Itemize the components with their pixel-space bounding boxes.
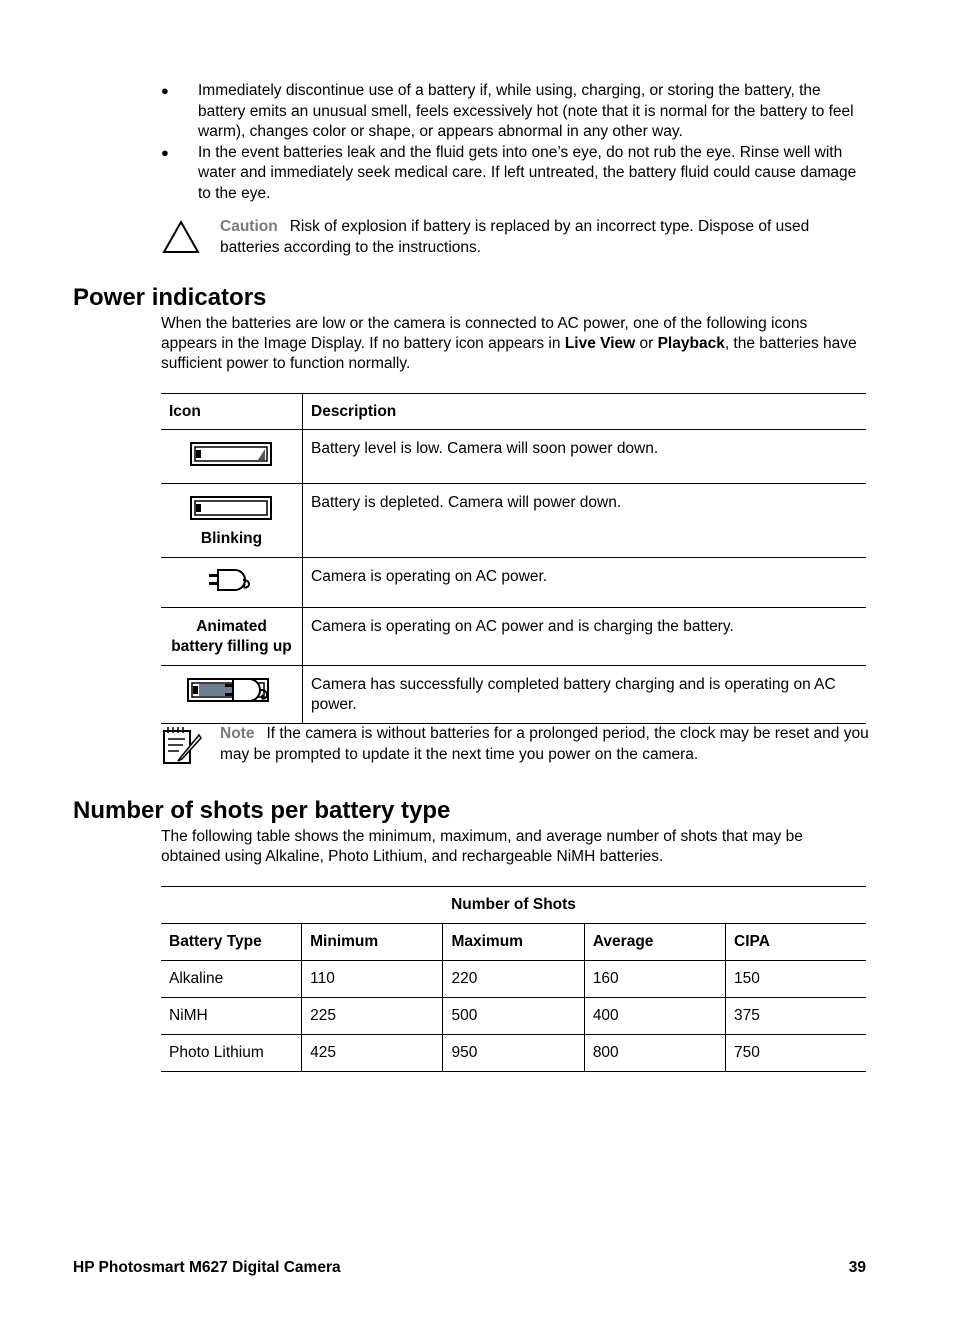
table-row — [161, 666, 866, 724]
table-cell: Photo Lithium — [161, 1035, 302, 1072]
battery-low-icon — [190, 439, 274, 469]
row-description: Camera has successfully completed battery charging and is operating on AC power. — [311, 676, 836, 713]
row-description: Battery level is low. Camera will soon power down. — [311, 440, 659, 457]
column-header: Maximum — [443, 924, 584, 961]
table-row — [161, 608, 866, 666]
table-header-row — [161, 924, 866, 961]
table-cell: 150 — [734, 970, 760, 987]
table-cell: 425 — [302, 1035, 443, 1072]
caution-label: Caution — [220, 218, 278, 235]
table-cell: 110 — [302, 961, 443, 998]
row-description: Camera is operating on AC power. — [311, 568, 548, 585]
table-cell: 800 — [584, 1035, 725, 1072]
table-cell: 220 — [443, 961, 584, 998]
footer-title: HP Photosmart M627 Digital Camera — [73, 1259, 341, 1276]
table-span-header-row — [161, 887, 866, 924]
table-cell: 500 — [443, 998, 584, 1035]
battery-depleted-icon — [190, 493, 274, 523]
row-description: Camera is operating on AC power and is charging the battery. — [311, 618, 734, 635]
column-header: Battery Type — [161, 924, 302, 961]
table-cell: 160 — [584, 961, 725, 998]
power-intro: When the batteries are low or the camera is connected to AC power, one of the following icons appears in the Image Display. If no battery icon appears in Live View or Playback, the batteries have sufficient power to function normally. — [161, 315, 857, 372]
table-row — [161, 961, 866, 998]
icon-label: Animated battery filling up — [161, 608, 303, 666]
table-header-row — [161, 394, 866, 430]
caution-box — [161, 216, 871, 262]
table-row — [161, 998, 866, 1035]
shots-heading: Number of shots per battery type — [73, 797, 451, 824]
list-item: ● Immediately discontinue use of a battery if, while using, charging, or storing the battery, the battery emits an unusual smell, feels excessively hot (note that it is normal for the battery to feel warm), changes color or shape, or appears abnormal in any other way. — [161, 81, 871, 143]
table-cell: 750 — [734, 1044, 760, 1061]
span-header: Number of Shots — [451, 896, 576, 913]
table-cell: 375 — [734, 1007, 760, 1024]
column-header: Minimum — [302, 924, 443, 961]
column-header: Average — [584, 924, 725, 961]
table-row — [161, 1035, 866, 1072]
note-label: Note — [220, 725, 255, 742]
column-header-icon: Icon — [161, 394, 303, 430]
row-description: Battery is depleted. Camera will power down. — [311, 494, 622, 511]
table-cell: NiMH — [161, 998, 302, 1035]
table-row — [161, 430, 866, 484]
shots-table — [161, 886, 866, 1072]
shots-intro: The following table shows the minimum, maximum, and average number of shots that may be obtained using Alkaline, Photo Lithium, and rechargeable NiMH batteries. — [161, 828, 803, 865]
power-indicators-table — [161, 393, 866, 724]
table-cell: Alkaline — [161, 961, 302, 998]
note-text: If the camera is without batteries for a prolonged period, the clock may be reset and you may be prompted to update it the next time you power on the camera. — [220, 725, 869, 763]
page-footer — [73, 1259, 866, 1277]
ac-plug-icon — [207, 567, 257, 593]
column-header-description: Description — [311, 403, 397, 420]
table-cell: 225 — [302, 998, 443, 1035]
table-row — [161, 484, 866, 558]
note-pad-icon — [161, 723, 220, 773]
caution-text: Risk of explosion if battery is replaced by an incorrect type. Dispose of used batteries according to the instructions. — [220, 218, 810, 256]
icon-label: Blinking — [200, 530, 263, 547]
safety-bullet-list — [161, 81, 871, 204]
table-cell: 400 — [584, 998, 725, 1035]
table-row — [161, 558, 866, 608]
table-cell: 950 — [443, 1035, 584, 1072]
column-header: CIPA — [734, 933, 770, 950]
note-box — [161, 723, 871, 773]
battery-charged-ac-icon — [187, 675, 277, 707]
page-number: 39 — [848, 1259, 866, 1276]
warning-triangle-icon — [161, 216, 220, 262]
bullet-icon: ● — [161, 144, 169, 160]
power-indicators-heading: Power indicators — [73, 284, 267, 311]
list-item: ● In the event batteries leak and the fluid gets into one’s eye, do not rub the eye. Rinse well with water and immediately seek medical care. If left untreated, the battery fluid could cause damage to the eye. — [161, 143, 871, 205]
bullet-icon: ● — [161, 83, 169, 98]
